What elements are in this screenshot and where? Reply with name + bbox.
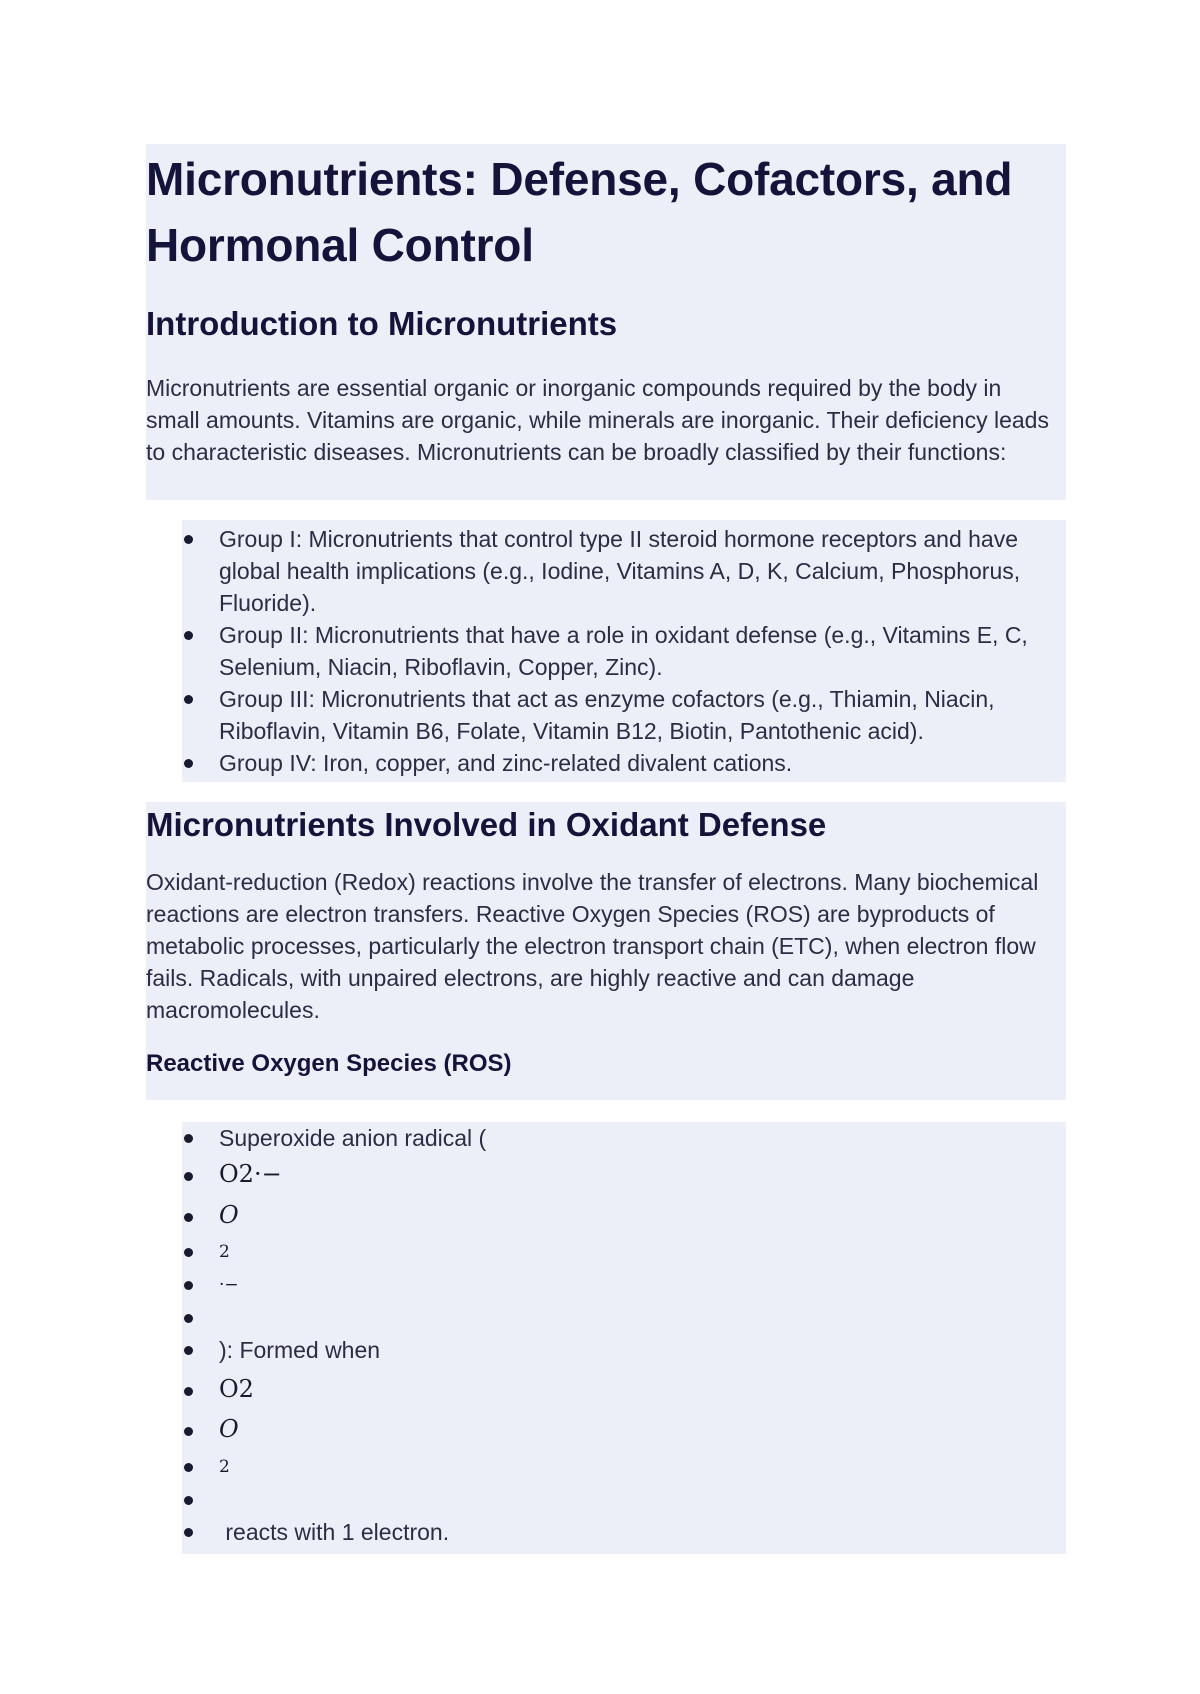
page-title: Micronutrients: Defense, Cofactors, and Hormonal Control (146, 153, 1013, 271)
bullet-icon (184, 1213, 193, 1222)
intro-section (146, 144, 1066, 500)
list-item: 2 (146, 1236, 1066, 1268)
list-item: Group III: Micronutrients that act as enzyme cofactors (e.g., Thiamin, Niacin, Riboflavin, Vitamin B6, Folate, Vitamin B12, Biotin, Pantothenic acid). (146, 683, 1066, 747)
bullet-icon (184, 1427, 193, 1436)
bullet-icon (184, 1281, 193, 1290)
oxidant-heading: Micronutrients Involved in Oxidant Defense (146, 806, 827, 843)
bullet-icon (184, 631, 193, 640)
list-item: ): Formed when (146, 1334, 1066, 1366)
list-item: Group I: Micronutrients that control type II steroid hormone receptors and have global health implications (e.g., Iodine, Vitamins A, D, K, Calcium, Phosphorus, Fluoride). (146, 523, 1066, 619)
list-item: O2·− (146, 1158, 1066, 1190)
list-item: 2 (146, 1451, 1066, 1483)
list-item: reacts with 1 electron. (146, 1516, 1066, 1548)
bullet-icon (184, 1463, 193, 1472)
oxidant-section (146, 802, 1066, 1100)
ros-section (182, 1122, 1066, 1554)
bullet-icon (184, 1496, 193, 1505)
bullet-icon (184, 1346, 193, 1355)
bullet-icon (184, 1134, 193, 1143)
list-item: Group IV: Iron, copper, and zinc-related divalent cations. (146, 747, 1066, 779)
bullet-icon (184, 759, 193, 768)
bullet-icon (184, 1387, 193, 1396)
intro-heading: Introduction to Micronutrients (146, 305, 618, 342)
list-item: O2 (146, 1373, 1066, 1405)
oxidant-paragraph: Oxidant-reduction (Redox) reactions involve the transfer of electrons. Many biochemical reactions are electron transfers. Reactive Oxygen Species (ROS) are byproducts of metabolic processes, particularly the electron transport chain (ETC), when electron flow fails. Radicals, with unpaired electrons, are highly reactive and can damage macromolecules. (146, 869, 1039, 1023)
bullet-icon (184, 1172, 193, 1181)
bullet-icon (184, 1248, 193, 1257)
bullet-icon (184, 1528, 193, 1537)
intro-paragraph: Micronutrients are essential organic or inorganic compounds required by the body in small amounts. Vitamins are organic, while minerals are inorganic. Their deficiency leads to characteristic diseases. Micronutrients can be broadly classified by their functions: (146, 375, 1049, 465)
list-item: O (146, 1199, 1066, 1231)
list-item: Superoxide anion radical ( (146, 1122, 1066, 1154)
ros-heading: Reactive Oxygen Species (ROS) (146, 1050, 512, 1077)
bullet-icon (184, 695, 193, 704)
list-item: O (146, 1413, 1066, 1445)
list-item: ·− (146, 1269, 1066, 1301)
groups-list (146, 523, 1066, 779)
groups-section (182, 520, 1066, 782)
bullet-icon (184, 535, 193, 544)
bullet-icon (184, 1314, 193, 1323)
list-item: Group II: Micronutrients that have a role in oxidant defense (e.g., Vitamins E, C, Selenium, Niacin, Riboflavin, Copper, Zinc). (146, 619, 1066, 683)
